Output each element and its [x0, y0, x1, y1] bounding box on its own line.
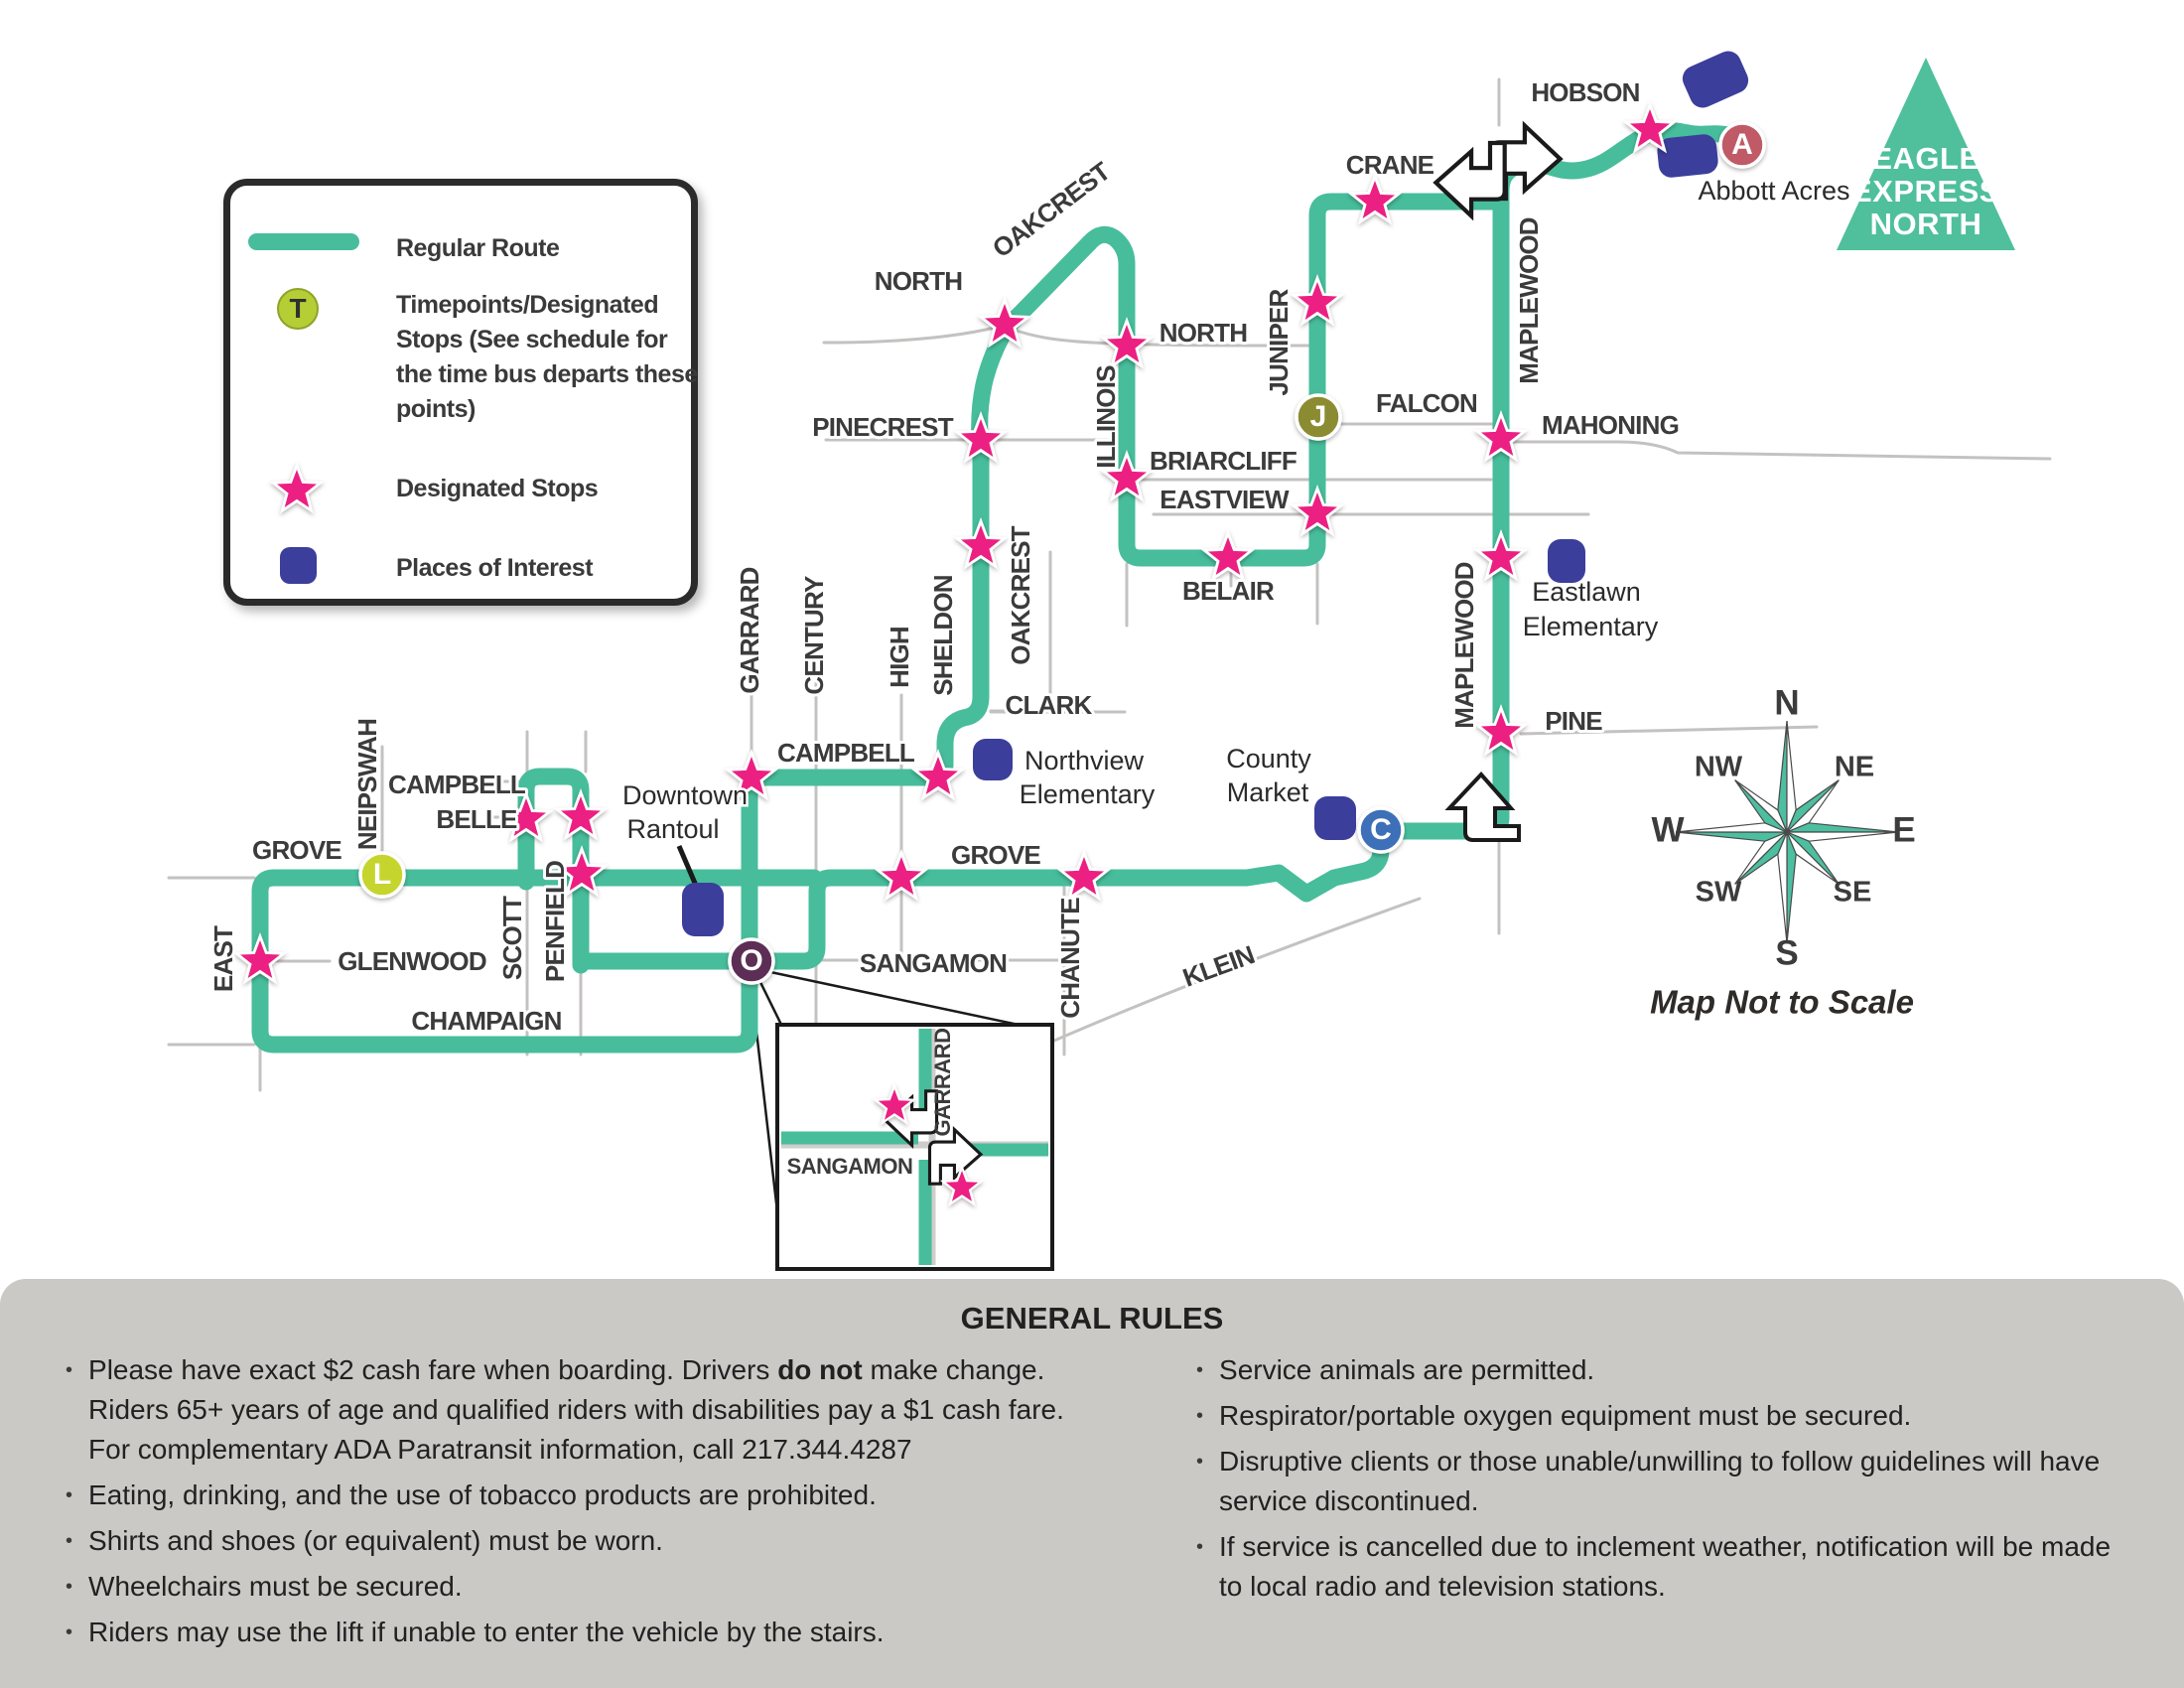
- rule-item: [66, 1521, 1068, 1561]
- street-label: OAKCREST: [986, 156, 1116, 264]
- bullet-icon: •: [1196, 1536, 1204, 1558]
- street-road: [1507, 442, 2050, 459]
- poi-label: Northview: [1024, 746, 1145, 776]
- street-label: BRIARCLIFF: [1150, 445, 1297, 476]
- street-label: GARRARD: [734, 567, 764, 694]
- street-road: [824, 327, 999, 343]
- street-label: GROVE: [951, 839, 1040, 870]
- street-label: CHANUTE: [1054, 898, 1085, 1019]
- rule-item: [66, 1567, 1068, 1607]
- timepoint-letter-J: J: [1309, 399, 1327, 433]
- rule-text: If service is cancelled due to inclement weather, notification will be made to local radio and television stations.: [1219, 1531, 2112, 1602]
- place-of-interest: [682, 883, 724, 936]
- compass-label-w: W: [1651, 810, 1685, 850]
- rule-item: [66, 1350, 1068, 1470]
- rule-text: Please have exact $2 cash fare when boarding. Drivers do not make change. Riders 65+ years of age and qualified riders with disabilities pay a $1 cash fare. For complementary ADA Paratransit information, call 217.344.4287: [88, 1354, 1064, 1465]
- street-label: GROVE: [252, 834, 341, 865]
- place-of-interest: [1314, 796, 1356, 840]
- street-label: PINE: [1545, 705, 1602, 736]
- street-label: GLENWOOD: [338, 945, 486, 976]
- poi-label: Eastlawn: [1532, 577, 1641, 608]
- place-of-interest-icon: [280, 547, 317, 584]
- place-of-interest: [1656, 133, 1719, 179]
- street-label: MAHONING: [1541, 409, 1680, 440]
- designated-stop-icon: [264, 457, 330, 522]
- street-label: CHAMPAIGN: [411, 1005, 562, 1036]
- poi-label: Downtown: [621, 780, 749, 811]
- rule-text: Eating, drinking, and the use of tobacco products are prohibited.: [88, 1479, 877, 1510]
- street-label: EASTVIEW: [1160, 484, 1289, 514]
- legend-places-label: Places of Interest: [396, 554, 594, 582]
- bullet-icon: •: [66, 1621, 73, 1643]
- rule-item: [1196, 1527, 2129, 1607]
- legend-timepoints-label: Timepoints/Designated Stops (See schedule for the time bus departs these points): [396, 291, 698, 423]
- compass-label-ne: NE: [1834, 751, 1875, 783]
- timepoint-letter-A: A: [1731, 127, 1753, 161]
- compass-label-se: SE: [1833, 876, 1872, 909]
- street-label: FALCON: [1375, 387, 1478, 418]
- compass-label-n: N: [1774, 683, 1800, 723]
- legend-regular-route-label: Regular Route: [396, 234, 560, 262]
- poi-label: Market: [1226, 777, 1309, 808]
- compass-label-nw: NW: [1694, 751, 1743, 783]
- rule-text: Disruptive clients or those unable/unwilling to follow guidelines will have service discontinued.: [1219, 1446, 2101, 1516]
- rule-text: Wheelchairs must be secured.: [88, 1571, 463, 1602]
- poi-label: Elementary: [1522, 612, 1659, 642]
- compass-label-sw: SW: [1695, 876, 1742, 909]
- place-of-interest: [973, 739, 1013, 780]
- rule-item: [1196, 1350, 2129, 1390]
- street-label: EAST: [207, 925, 238, 993]
- badge-line1: EAGLE: [1871, 141, 1980, 177]
- timepoint-letter-L: L: [372, 857, 392, 891]
- bullet-icon: •: [66, 1484, 73, 1506]
- street-label: SHELDON: [927, 575, 958, 696]
- place-of-interest: [1679, 47, 1753, 111]
- street-label: PINECREST: [812, 411, 953, 442]
- street-label: SANGAMON: [859, 947, 1008, 978]
- rules-column-left: [66, 1350, 1068, 1652]
- timepoint-letter-O: O: [740, 943, 763, 977]
- bullet-icon: •: [1196, 1359, 1204, 1381]
- inset-street-label: SANGAMON: [786, 1153, 913, 1179]
- rule-item: [1196, 1442, 2129, 1521]
- street-label: NORTH: [874, 265, 963, 296]
- compass-label-e: E: [1892, 810, 1916, 850]
- street-label: CAMPBELL: [776, 737, 915, 768]
- bullet-icon: •: [66, 1576, 73, 1598]
- street-label: JUNIPER: [1263, 289, 1294, 396]
- street-label: CAMPBELL: [387, 769, 526, 799]
- rule-text: Respirator/portable oxygen equipment must be secured.: [1219, 1400, 1912, 1431]
- general-rules-panel: [0, 1279, 2184, 1688]
- poi-label: Abbott Acres: [1698, 176, 1850, 207]
- street-label: BELLE: [436, 803, 517, 834]
- compass-label-s: S: [1775, 933, 1799, 973]
- street-label: CRANE: [1345, 149, 1434, 180]
- street-label: ILLINOIS: [1090, 365, 1121, 469]
- regular-route: [1223, 831, 1381, 894]
- poi-label: County: [1226, 744, 1311, 774]
- bullet-icon: •: [1196, 1451, 1204, 1473]
- regular-route: [1381, 202, 1501, 831]
- rule-item: [1196, 1396, 2129, 1436]
- rule-text: Service animals are permitted.: [1219, 1354, 1595, 1385]
- badge-line3: NORTH: [1869, 207, 1982, 242]
- street-label: SCOTT: [496, 896, 527, 981]
- rule-item: [66, 1476, 1068, 1515]
- poi-label: Elementary: [1019, 779, 1156, 810]
- street-label: MAPLEWOOD: [1513, 217, 1544, 384]
- street-label: HIGH: [884, 627, 914, 688]
- timepoint-letter-C: C: [1370, 812, 1392, 846]
- street-label: MAPLEWOOD: [1448, 562, 1479, 729]
- rules-column-right: [1196, 1350, 2129, 1607]
- street-label: OAKCREST: [1005, 526, 1035, 665]
- legend-designated-stops-label: Designated Stops: [396, 475, 599, 502]
- legend-box: [223, 179, 698, 606]
- badge-line2: EXPRESS: [1851, 174, 2000, 210]
- poi-label: Rantoul: [626, 814, 720, 845]
- street-label: CENTURY: [798, 576, 829, 695]
- rule-text: Shirts and shoes (or equivalent) must be worn.: [88, 1525, 663, 1556]
- street-label: PENFIELD: [539, 860, 570, 983]
- inset-callout-line: [756, 969, 1046, 1031]
- bullet-icon: •: [1196, 1405, 1204, 1427]
- street-label: KLEIN: [1178, 939, 1259, 993]
- rule-item: [66, 1613, 1068, 1652]
- street-label: NEIPSWAH: [351, 718, 382, 851]
- rule-text: Riders may use the lift if unable to enter the vehicle by the stairs.: [88, 1617, 885, 1647]
- street-label: CLARK: [1005, 689, 1092, 720]
- street-label: HOBSON: [1531, 76, 1640, 107]
- bullet-icon: •: [66, 1359, 73, 1381]
- timepoint-icon: T: [277, 288, 319, 330]
- map-not-to-scale-note: Map Not to Scale: [1650, 983, 1914, 1021]
- inset-street-label: GARRARD: [929, 1028, 955, 1137]
- street-label: BELAIR: [1182, 575, 1274, 606]
- street-label: NORTH: [1159, 317, 1248, 348]
- rules-title: GENERAL RULES: [960, 1301, 1224, 1336]
- bullet-icon: •: [66, 1530, 73, 1552]
- regular-route-swatch: [248, 233, 359, 250]
